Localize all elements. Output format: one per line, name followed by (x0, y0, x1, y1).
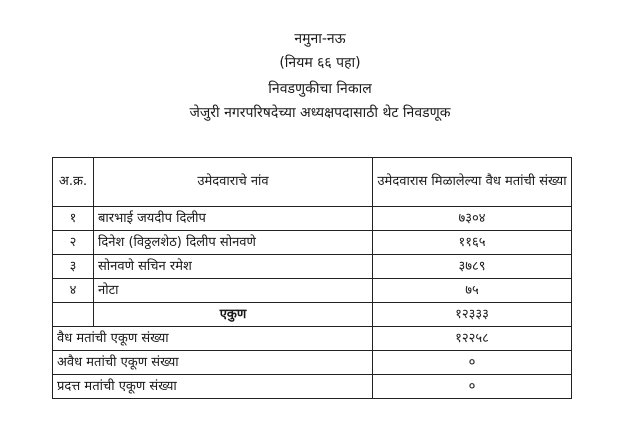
table-row (53, 255, 572, 279)
result-title: निवडणुकीचा निकाल (268, 81, 372, 97)
summary-value: ० (373, 351, 572, 375)
candidate-name-cell: नोटा (94, 279, 373, 303)
summary-label: प्रदत्त मतांची एकूण संख्या (53, 375, 373, 399)
empty-cell (53, 303, 94, 327)
summary-row-tendered (53, 375, 572, 399)
votes-cell: ७५ (373, 279, 572, 303)
votes-cell: ३७८९ (373, 255, 572, 279)
col-header-serial: अ.क्र. (53, 158, 94, 207)
total-votes: १२३३३ (373, 303, 572, 327)
votes-cell: ११६५ (373, 231, 572, 255)
candidate-name-cell: बारभाई जयदीप दिलीप (94, 207, 373, 231)
total-label: एकुण (94, 303, 373, 327)
table-row (53, 231, 572, 255)
summary-row-valid (53, 327, 572, 351)
col-header-candidate: उमेदवाराचे नांव (94, 158, 373, 207)
votes-cell: ७३०४ (373, 207, 572, 231)
summary-value: १२२५८ (373, 327, 572, 351)
summary-value: ० (373, 375, 572, 399)
candidate-name-cell: दिनेश (विठ्ठलशेठ) दिलीप सोनवणे (94, 231, 373, 255)
summary-row-invalid (53, 351, 572, 375)
table-header-row (53, 158, 572, 207)
serial-cell: २ (53, 231, 94, 255)
col-header-votes: उमेदवारास मिळालेल्या वैध मतांची संख्या (373, 158, 572, 207)
results-table (52, 157, 572, 399)
rule-reference: (नियम ६६ पहा) (279, 55, 361, 71)
form-name: नमुना-नऊ (294, 31, 346, 47)
serial-cell: ४ (53, 279, 94, 303)
serial-cell: ३ (53, 255, 94, 279)
summary-label: वैध मतांची एकूण संख्या (53, 327, 373, 351)
summary-label: अवैध मतांची एकूण संख्या (53, 351, 373, 375)
table-row (53, 207, 572, 231)
total-row (53, 303, 572, 327)
serial-cell: १ (53, 207, 94, 231)
table-row (53, 279, 572, 303)
election-subtitle: जेजुरी नगरपरिषदेच्या अध्यक्षपदासाठी थेट निवडणूक (189, 105, 451, 121)
candidate-name-cell: सोनवणे सचिन रमेश (94, 255, 373, 279)
